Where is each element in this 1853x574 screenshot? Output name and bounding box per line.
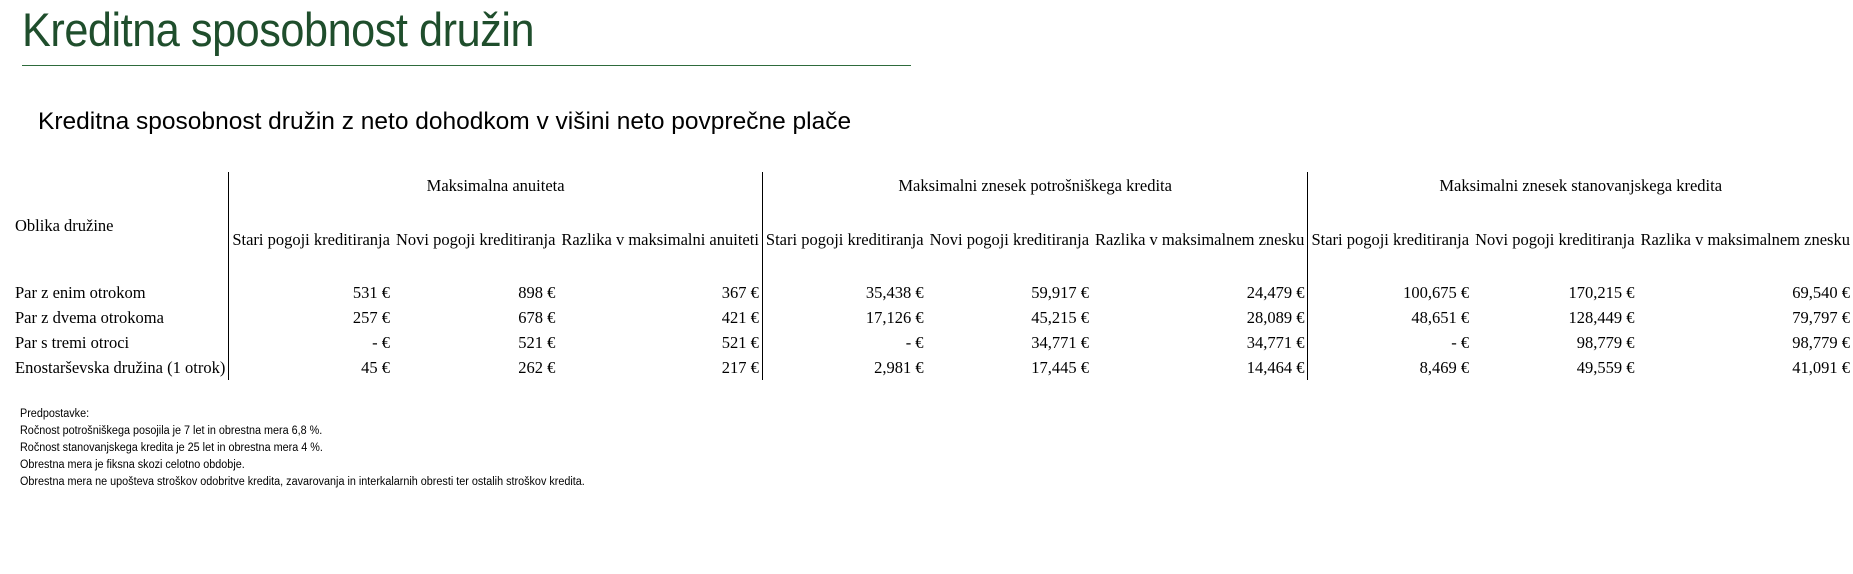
page-title: Kreditna sposobnost družin	[22, 3, 535, 56]
table-cell: 367 €	[721, 282, 759, 302]
table-cell: 678 €	[518, 307, 556, 327]
table-cell: 45 €	[229, 355, 393, 380]
credit-capacity-table	[12, 172, 1853, 380]
table-row	[12, 280, 1853, 305]
group-header-consumer-loan: Maksimalni znesek potrošniškega kredita	[762, 172, 1308, 200]
page-subtitle: Kreditna sposobnost družin z neto dohodkom v višini neto povprečne plače	[38, 108, 852, 135]
assumption-line: Obrestna mera je fiksna skozi celotno obdobje.	[20, 459, 245, 471]
table-cell: 217 €	[721, 357, 759, 377]
group-header-housing-loan: Maksimalni znesek stanovanjskega kredita	[1308, 172, 1853, 200]
table-cell: 35,438 €	[762, 280, 926, 305]
title-divider	[22, 65, 911, 66]
assumption-line: Ročnost stanovanjskega kredita je 25 let in obrestna mera 4 %.	[20, 442, 323, 454]
table-cell: - €	[1308, 330, 1472, 355]
table-cell: 17,126 €	[762, 305, 926, 330]
table-cell: 34,771 €	[1246, 332, 1305, 352]
table-cell: 521 €	[518, 332, 556, 352]
table-cell: 49,559 €	[1576, 357, 1635, 377]
column-header: Stari pogoji kreditiranja	[1308, 200, 1472, 280]
table-cell: 100,675 €	[1308, 280, 1472, 305]
table-cell: 98,779 €	[1576, 332, 1635, 352]
table-cell: 262 €	[518, 357, 556, 377]
table-cell: 28,089 €	[1246, 307, 1305, 327]
table-cell: 128,449 €	[1568, 307, 1635, 327]
table-cell: 8,469 €	[1308, 355, 1472, 380]
assumptions-notes	[20, 406, 585, 491]
column-header: Razlika v maksimalni anuiteti	[561, 230, 759, 249]
table-cell: 521 €	[721, 332, 759, 352]
group-header-annuity: Maksimalna anuiteta	[229, 172, 763, 200]
row-label: Par z dvema otrokoma	[15, 307, 164, 327]
table-cell: 34,771 €	[1031, 332, 1090, 352]
assumption-line: Ročnost potrošniškega posojila je 7 let in obrestna mera 6,8 %.	[20, 425, 323, 437]
column-header: Novi pogoji kreditiranja	[929, 230, 1090, 249]
table-cell: 69,540 €	[1792, 282, 1850, 302]
table-cell: 170,215 €	[1568, 282, 1635, 302]
table-cell: 421 €	[721, 307, 759, 327]
table-cell: 45,215 €	[1031, 307, 1090, 327]
column-header: Stari pogoji kreditiranja	[762, 200, 926, 280]
column-header: Stari pogoji kreditiranja	[229, 200, 393, 280]
table-cell: 98,779 €	[1792, 332, 1850, 352]
table-cell: 898 €	[518, 282, 556, 302]
table-cell: 531 €	[229, 280, 393, 305]
table-cell: 24,479 €	[1246, 282, 1305, 302]
table-row	[12, 330, 1853, 355]
row-label: Par z enim otrokom	[15, 282, 146, 302]
table-cell: 59,917 €	[1031, 282, 1090, 302]
column-header: Razlika v maksimalnem znesku	[1640, 230, 1850, 249]
table-cell: 17,445 €	[1031, 357, 1090, 377]
row-label: Par s tremi otroci	[15, 332, 130, 352]
column-header: Razlika v maksimalnem znesku	[1095, 230, 1305, 249]
table-cell: 48,651 €	[1308, 305, 1472, 330]
table-cell: 14,464 €	[1246, 357, 1305, 377]
table-cell: 79,797 €	[1792, 307, 1850, 327]
assumptions-heading: Predpostavke:	[20, 408, 90, 420]
table-cell: 2,981 €	[762, 355, 926, 380]
column-header: Novi pogoji kreditiranja	[395, 230, 556, 249]
assumption-line: Obrestna mera ne upošteva stroškov odobritve kredita, zavarovanja in interkalarnih obresti ter ostalih stroškov kredita.	[20, 476, 585, 488]
table-cell: 257 €	[229, 305, 393, 330]
table-cell: - €	[762, 330, 926, 355]
table-row	[12, 305, 1853, 330]
table-cell: - €	[229, 330, 393, 355]
row-label: Enostarševska družina (1 otrok)	[15, 357, 226, 377]
column-header: Novi pogoji kreditiranja	[1475, 230, 1635, 249]
table-row	[12, 355, 1853, 380]
row-header: Oblika družine	[15, 216, 114, 235]
table-cell: 41,091 €	[1792, 357, 1850, 377]
